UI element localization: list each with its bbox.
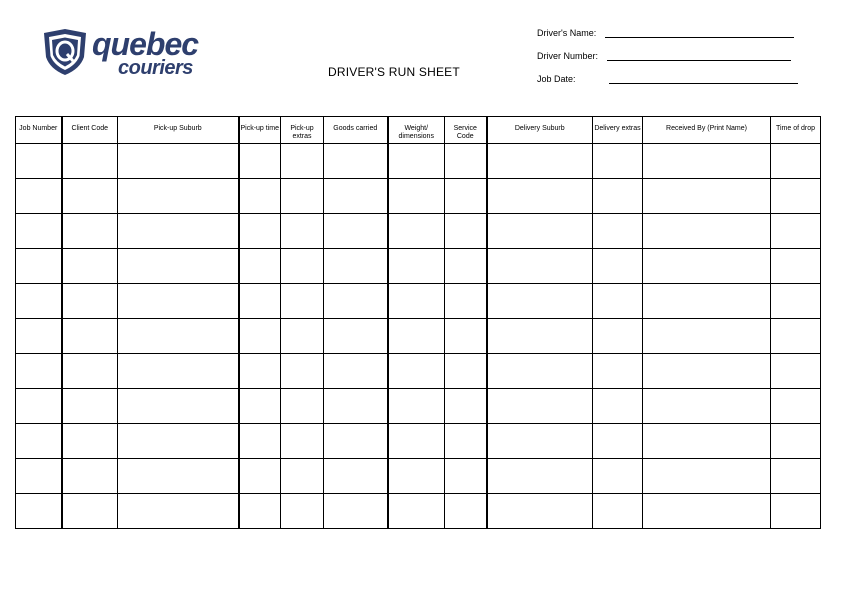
- table-cell[interactable]: [771, 424, 821, 459]
- table-cell[interactable]: [593, 354, 643, 389]
- table-cell[interactable]: [324, 459, 388, 494]
- table-cell[interactable]: [281, 179, 324, 214]
- table-cell[interactable]: [487, 494, 593, 529]
- table-cell[interactable]: [445, 249, 487, 284]
- job-date-field[interactable]: [537, 74, 576, 84]
- table-cell[interactable]: [388, 354, 445, 389]
- table-cell[interactable]: [118, 424, 239, 459]
- table-cell[interactable]: [62, 319, 118, 354]
- table-cell[interactable]: [771, 319, 821, 354]
- table-row: [16, 459, 821, 494]
- table-cell[interactable]: [324, 144, 388, 179]
- col-header-service-code: Service Code: [445, 117, 487, 144]
- table-cell[interactable]: [16, 179, 62, 214]
- table-row: [16, 249, 821, 284]
- table-cell[interactable]: [643, 459, 771, 494]
- table-cell[interactable]: [62, 459, 118, 494]
- table-cell[interactable]: [487, 284, 593, 319]
- table-cell[interactable]: [388, 179, 445, 214]
- table-cell[interactable]: [445, 494, 487, 529]
- table-cell[interactable]: [239, 249, 281, 284]
- table-cell[interactable]: [445, 214, 487, 249]
- table-cell[interactable]: [118, 494, 239, 529]
- table-cell[interactable]: [643, 494, 771, 529]
- table-cell[interactable]: [771, 284, 821, 319]
- table-cell[interactable]: [281, 424, 324, 459]
- table-cell[interactable]: [324, 354, 388, 389]
- col-header-delivery-suburb: Delivery Suburb: [487, 117, 593, 144]
- table-cell[interactable]: [643, 319, 771, 354]
- table-cell[interactable]: [16, 214, 62, 249]
- table-cell[interactable]: [118, 249, 239, 284]
- table-body: [16, 144, 821, 529]
- job-date-label: Job Date:: [537, 74, 576, 84]
- table-cell[interactable]: [771, 144, 821, 179]
- table-cell[interactable]: [62, 249, 118, 284]
- table-cell[interactable]: [388, 459, 445, 494]
- col-header-pickup-time: Pick-up time: [239, 117, 281, 144]
- col-header-delivery-extras: Delivery extras: [593, 117, 643, 144]
- table-cell[interactable]: [324, 424, 388, 459]
- table-cell[interactable]: [281, 354, 324, 389]
- job-date-line[interactable]: [609, 83, 798, 84]
- table-cell[interactable]: [281, 214, 324, 249]
- table-cell[interactable]: [388, 319, 445, 354]
- col-header-time-of-drop: Time of drop: [771, 117, 821, 144]
- table-cell[interactable]: [771, 214, 821, 249]
- table-cell[interactable]: [388, 214, 445, 249]
- table-cell[interactable]: [239, 144, 281, 179]
- table-cell[interactable]: [771, 354, 821, 389]
- run-sheet-table: [15, 116, 821, 529]
- table-cell[interactable]: [16, 284, 62, 319]
- table-cell[interactable]: [16, 494, 62, 529]
- table-cell[interactable]: [445, 144, 487, 179]
- col-header-weight-dimensions: Weight/ dimensions: [388, 117, 445, 144]
- table-cell[interactable]: [487, 319, 593, 354]
- company-logo: [40, 27, 220, 79]
- driver-number-field[interactable]: [537, 51, 598, 61]
- table-cell[interactable]: [388, 424, 445, 459]
- table-cell[interactable]: [239, 424, 281, 459]
- shield-q-emblem-icon: [40, 27, 90, 77]
- table-cell[interactable]: [643, 214, 771, 249]
- table-cell[interactable]: [118, 459, 239, 494]
- table-cell[interactable]: [643, 144, 771, 179]
- table-cell[interactable]: [281, 319, 324, 354]
- table-cell[interactable]: [643, 354, 771, 389]
- drivers-name-label: Driver's Name:: [537, 28, 597, 38]
- table-cell[interactable]: [16, 424, 62, 459]
- table-cell[interactable]: [643, 424, 771, 459]
- page-title: DRIVER'S RUN SHEET: [328, 65, 460, 79]
- table-cell[interactable]: [62, 424, 118, 459]
- table-cell[interactable]: [487, 459, 593, 494]
- table-cell[interactable]: [324, 494, 388, 529]
- brand-word-quebec: quebec: [92, 26, 199, 62]
- table-cell[interactable]: [487, 389, 593, 424]
- table-cell[interactable]: [593, 144, 643, 179]
- table-cell[interactable]: [62, 354, 118, 389]
- table-row: [16, 424, 821, 459]
- table-cell[interactable]: [487, 179, 593, 214]
- table-cell[interactable]: [118, 284, 239, 319]
- table-row: [16, 319, 821, 354]
- table-row: [16, 494, 821, 529]
- table-cell[interactable]: [281, 144, 324, 179]
- driver-number-line[interactable]: [607, 60, 791, 61]
- table-header-row: [16, 117, 821, 144]
- table-row: [16, 284, 821, 319]
- table-cell[interactable]: [118, 214, 239, 249]
- table-cell[interactable]: [281, 494, 324, 529]
- table-cell[interactable]: [643, 389, 771, 424]
- driver-number-label: Driver Number:: [537, 51, 599, 61]
- table-cell[interactable]: [771, 459, 821, 494]
- table-cell[interactable]: [388, 389, 445, 424]
- table-cell[interactable]: [239, 319, 281, 354]
- table-row: [16, 389, 821, 424]
- col-header-pickup-extras: Pick-up extras: [281, 117, 324, 144]
- table-cell[interactable]: [593, 214, 643, 249]
- table-cell[interactable]: [643, 284, 771, 319]
- table-cell[interactable]: [593, 459, 643, 494]
- col-header-goods-carried: Goods carried: [324, 117, 388, 144]
- table-row: [16, 214, 821, 249]
- table-cell[interactable]: [118, 144, 239, 179]
- table-cell[interactable]: [487, 144, 593, 179]
- table-cell[interactable]: [771, 389, 821, 424]
- col-header-job-number: Job Number: [16, 117, 62, 144]
- table-cell[interactable]: [445, 424, 487, 459]
- table-cell[interactable]: [388, 249, 445, 284]
- table-cell[interactable]: [643, 179, 771, 214]
- table-cell[interactable]: [118, 389, 239, 424]
- table-cell[interactable]: [239, 459, 281, 494]
- table-cell[interactable]: [593, 319, 643, 354]
- table-cell[interactable]: [643, 249, 771, 284]
- col-header-received-by: Received By (Print Name): [643, 117, 771, 144]
- table-cell[interactable]: [445, 389, 487, 424]
- table-cell[interactable]: [281, 459, 324, 494]
- table-cell[interactable]: [388, 144, 445, 179]
- table-cell[interactable]: [593, 494, 643, 529]
- table-row: [16, 354, 821, 389]
- table-row: [16, 144, 821, 179]
- table-cell[interactable]: [239, 214, 281, 249]
- table-cell[interactable]: [445, 284, 487, 319]
- table-cell[interactable]: [487, 424, 593, 459]
- table-cell[interactable]: [62, 214, 118, 249]
- table-cell[interactable]: [16, 249, 62, 284]
- table-cell[interactable]: [239, 284, 281, 319]
- table-cell[interactable]: [118, 319, 239, 354]
- table-cell[interactable]: [16, 459, 62, 494]
- table-cell[interactable]: [324, 179, 388, 214]
- table-cell[interactable]: [62, 494, 118, 529]
- table-cell[interactable]: [16, 354, 62, 389]
- table-cell[interactable]: [281, 284, 324, 319]
- table-cell[interactable]: [62, 144, 118, 179]
- table-cell[interactable]: [445, 179, 487, 214]
- table-cell[interactable]: [388, 494, 445, 529]
- table-cell[interactable]: [281, 389, 324, 424]
- table-cell[interactable]: [771, 249, 821, 284]
- table-cell[interactable]: [445, 354, 487, 389]
- brand-word-couriers: couriers: [118, 57, 193, 79]
- table-cell[interactable]: [16, 144, 62, 179]
- table-cell[interactable]: [324, 249, 388, 284]
- drivers-name-line[interactable]: [605, 37, 794, 38]
- table-cell[interactable]: [62, 284, 118, 319]
- col-header-pickup-suburb: Pick-up Suburb: [118, 117, 239, 144]
- table-cell[interactable]: [487, 249, 593, 284]
- table-cell[interactable]: [239, 389, 281, 424]
- table-cell[interactable]: [487, 354, 593, 389]
- table-cell[interactable]: [388, 284, 445, 319]
- table-cell[interactable]: [593, 424, 643, 459]
- table-row: [16, 179, 821, 214]
- table-cell[interactable]: [281, 249, 324, 284]
- table-cell[interactable]: [16, 389, 62, 424]
- table-cell[interactable]: [239, 494, 281, 529]
- table-cell[interactable]: [324, 319, 388, 354]
- table-cell[interactable]: [487, 214, 593, 249]
- table-cell[interactable]: [771, 494, 821, 529]
- table-cell[interactable]: [445, 319, 487, 354]
- table-cell[interactable]: [16, 319, 62, 354]
- table-cell[interactable]: [771, 179, 821, 214]
- table-cell[interactable]: [324, 214, 388, 249]
- table-cell[interactable]: [593, 249, 643, 284]
- drivers-name-field[interactable]: [537, 28, 596, 38]
- table-cell[interactable]: [593, 284, 643, 319]
- table-cell[interactable]: [118, 354, 239, 389]
- table-cell[interactable]: [445, 459, 487, 494]
- table-cell[interactable]: [62, 179, 118, 214]
- table-cell[interactable]: [324, 284, 388, 319]
- table-cell[interactable]: [324, 389, 388, 424]
- table-cell[interactable]: [593, 389, 643, 424]
- col-header-client-code: Client Code: [62, 117, 118, 144]
- table-cell[interactable]: [239, 354, 281, 389]
- table-cell[interactable]: [118, 179, 239, 214]
- table-cell[interactable]: [239, 179, 281, 214]
- table-cell[interactable]: [62, 389, 118, 424]
- table-cell[interactable]: [593, 179, 643, 214]
